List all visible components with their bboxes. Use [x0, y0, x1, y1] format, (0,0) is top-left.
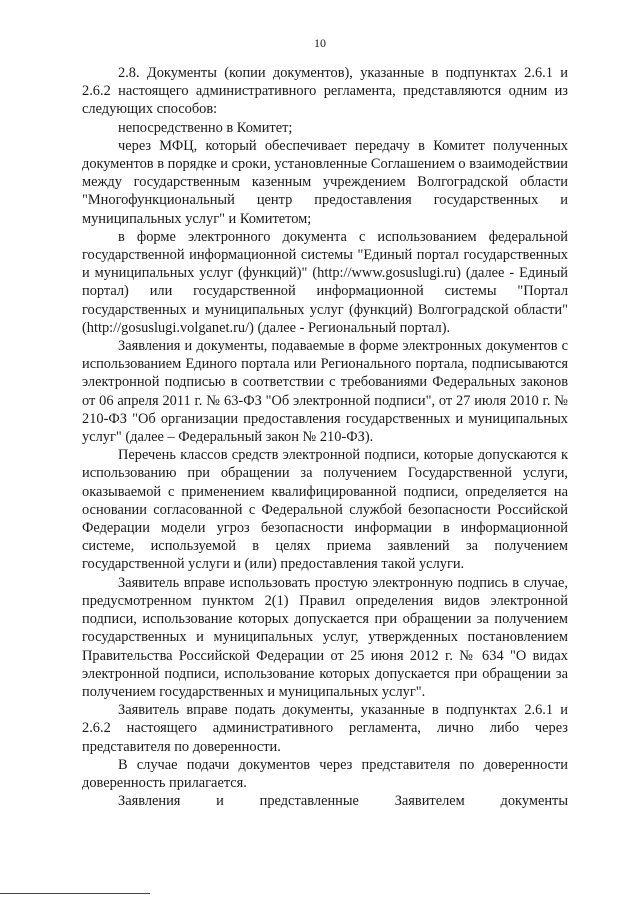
paragraph-electronic-signature: Заявления и документы, подаваемые в форме электронных документов с использованием Единого портала или Регионального портала, подписываются электронной подписью в соответствии с требованиями Федеральных законов от 06 апреля 2011 г. № 63-ФЗ "Об электронной подписи", от 27 июля 2010 г. № 210-ФЗ "Об организации предоставления государственных и муниципальных услуг" (далее – Федеральный закон № 210-ФЗ). — [82, 338, 568, 446]
paragraph-simple-signature: Заявитель вправе использовать простую электронную подпись в случае, предусмотренном пунктом 2(1) Правил определения видов электронной подписи, использование которых допускается при обращении за получением государственных и муниципальных услуг, утвержденных постановлением Правительства Российской Федерации от 25 июня 2012 г. № 634 "О видах электронной подписи, использование которых допускается при обращении за получением государственных и муниципальных услуг". — [82, 574, 568, 700]
footnote-divider — [0, 893, 150, 894]
paragraph-applications-continued: Заявления и представленные Заявителем документы — [118, 793, 568, 810]
paragraph-power-of-attorney: В случае подачи документов через представителя по доверенности доверенность прилагается. — [82, 756, 568, 791]
page-number: 10 — [314, 36, 326, 50]
paragraph-2-8-intro: 2.8. Документы (копии документов), указанные в подпунктах 2.6.1 и 2.6.2 настоящего административного регламента, представляются одним из следующих способов: — [82, 65, 568, 118]
paragraph-signature-classes: Перечень классов средств электронной подписи, которые допускаются к использованию при обращении за получением Государственной услуги, оказываемой с применением квалифицированной подписи, определяется на основании согласованной с Федеральной службой безопасности Российской Федерации модели угроз безопасности информации в информационной системе, используемой в целях приема заявлений за получением государственной услуги и (или) предоставления такой услуги. — [82, 447, 568, 573]
paragraph-direct-submission: непосредственно в Комитет; — [118, 119, 293, 136]
paragraph-personal-or-proxy: Заявитель вправе подать документы, указанные в подпунктах 2.6.1 и 2.6.2 настоящего административного регламента, лично либо через представителя по доверенности. — [82, 702, 568, 755]
paragraph-electronic-submission: в форме электронного документа с использованием федеральной государственной информационной системы "Единый портал государственных и муниципальных услуг (функций)" (http://www.gosuslugi.ru) (далее - Единый портал) или государственной информационной системы "Портал государственных и муниципальных услуг (функций) Волгоградской области" (http://gosuslugi.volganet.ru/) (далее - Региональный портал). — [82, 228, 568, 336]
paragraph-mfc-submission: через МФЦ, который обеспечивает передачу в Комитет полученных документов в порядке и сроки, установленные Соглашением о взаимодействии между государственным казенным учреждением Волгоградской области "Многофункциональный центр предоставления государственных и муниципальных услуг" и Комитетом; — [82, 137, 568, 227]
document-body — [82, 64, 568, 810]
